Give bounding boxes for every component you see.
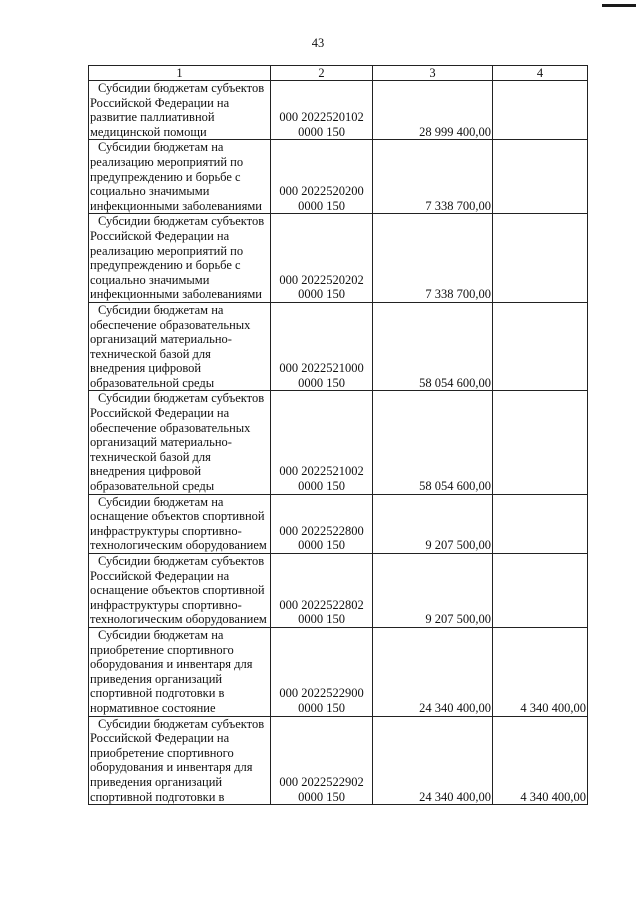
row-name: Субсидии бюджетам субъектов Российской Федерации на обеспечение образовательных организаций материально-технической базой для внедрения цифровой образовательной среды <box>90 391 265 494</box>
row-amount-col3: 58 054 600,00 <box>373 302 493 391</box>
row-amount-col4 <box>493 391 588 494</box>
row-amount-col3: 9 207 500,00 <box>373 494 493 553</box>
row-name: Субсидии бюджетам на реализацию мероприятий по предупреждению и борьбе с социально значимыми инфекционными заболеваниями <box>90 140 262 213</box>
table-body <box>89 81 588 805</box>
column-header: 4 <box>493 66 588 81</box>
row-name: Субсидии бюджетам субъектов Российской Федерации на оснащение объектов спортивной инфраструктуры спортивно-технологическим оборудованием <box>90 554 267 627</box>
table-header-row <box>89 66 588 81</box>
row-name-cell <box>89 716 271 805</box>
row-amount-col4 <box>493 302 588 391</box>
table-row <box>89 302 588 391</box>
table-row <box>89 627 588 716</box>
row-amount-col3: 28 999 400,00 <box>373 81 493 140</box>
table-row <box>89 494 588 553</box>
row-name-cell <box>89 554 271 628</box>
row-amount-col3: 7 338 700,00 <box>373 214 493 303</box>
row-name-cell <box>89 214 271 303</box>
row-amount-col3: 7 338 700,00 <box>373 140 493 214</box>
row-code: 000 2022521002 0000 150 <box>271 391 373 494</box>
row-code: 000 2022520200 0000 150 <box>271 140 373 214</box>
table-row <box>89 81 588 140</box>
row-name: Субсидии бюджетам на обеспечение образовательных организаций материально-технической базой для внедрения цифровой образовательной среды <box>90 302 251 390</box>
row-code: 000 2022522800 0000 150 <box>271 494 373 553</box>
column-header: 1 <box>89 66 271 81</box>
row-amount-col4: 4 340 400,00 <box>493 716 588 805</box>
budget-table <box>88 65 588 805</box>
row-name: Субсидии бюджетам субъектов Российской Федерации на приобретение спортивного оборудования и инвентаря для приведения организаций спортивной подготовки в <box>90 716 265 804</box>
table-row <box>89 214 588 303</box>
row-amount-col4 <box>493 214 588 303</box>
row-name: Субсидии бюджетам субъектов Российской Федерации на реализацию мероприятий по предупреждению и борьбе с социально значимыми инфекционными заболеваниями <box>90 214 265 302</box>
row-amount-col4 <box>493 140 588 214</box>
corner-mark <box>602 4 636 7</box>
table-row <box>89 391 588 494</box>
row-code: 000 2022522802 0000 150 <box>271 554 373 628</box>
table-row <box>89 716 588 805</box>
column-header: 2 <box>271 66 373 81</box>
table-row <box>89 140 588 214</box>
page-number: 43 <box>311 36 325 50</box>
row-name: Субсидии бюджетам на приобретение спортивного оборудования и инвентаря для приведения организаций спортивной подготовки в нормативное состояние <box>90 627 253 715</box>
row-code: 000 2022520202 0000 150 <box>271 214 373 303</box>
row-name-cell <box>89 302 271 391</box>
column-header: 3 <box>373 66 493 81</box>
row-amount-col4 <box>493 81 588 140</box>
row-code: 000 2022522900 0000 150 <box>271 627 373 716</box>
row-code: 000 2022522902 0000 150 <box>271 716 373 805</box>
row-name: Субсидии бюджетам субъектов Российской Федерации на развитие паллиативной медицинской помощи <box>90 81 265 139</box>
row-name-cell <box>89 494 271 553</box>
row-amount-col4 <box>493 494 588 553</box>
row-amount-col3: 9 207 500,00 <box>373 554 493 628</box>
row-amount-col3: 24 340 400,00 <box>373 716 493 805</box>
row-name-cell <box>89 391 271 494</box>
row-name-cell <box>89 627 271 716</box>
row-name: Субсидии бюджетам на оснащение объектов спортивной инфраструктуры спортивно-технологическим оборудованием <box>90 494 267 553</box>
row-name-cell <box>89 140 271 214</box>
row-code: 000 2022521000 0000 150 <box>271 302 373 391</box>
row-name-cell <box>89 81 271 140</box>
row-amount-col4: 4 340 400,00 <box>493 627 588 716</box>
row-amount-col4 <box>493 554 588 628</box>
row-amount-col3: 58 054 600,00 <box>373 391 493 494</box>
table-row <box>89 554 588 628</box>
row-amount-col3: 24 340 400,00 <box>373 627 493 716</box>
row-code: 000 2022520102 0000 150 <box>271 81 373 140</box>
